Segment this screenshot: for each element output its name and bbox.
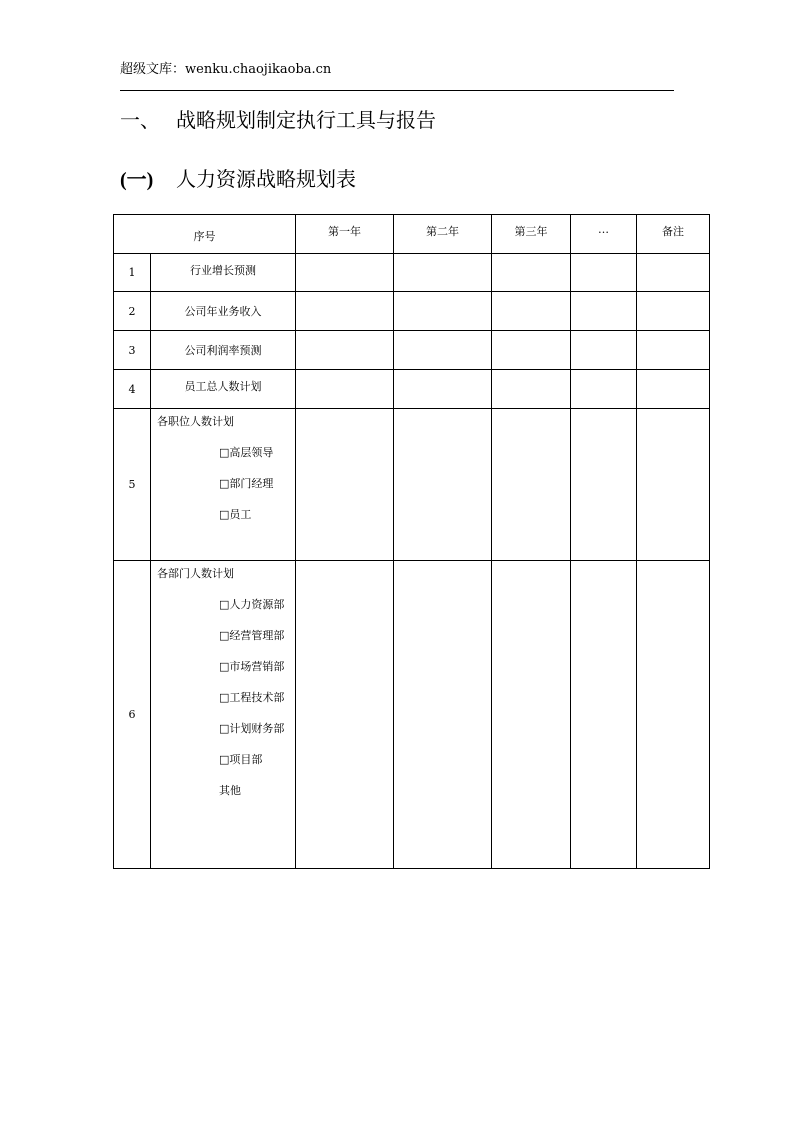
subitem: □工程技术部 [219,691,285,704]
column-header: 备注 [637,215,710,254]
row-item: 各职位人数计划 [157,415,234,428]
table-row [114,561,710,869]
row-number: 2 [114,292,151,331]
table-header-row [114,215,710,254]
subitem: □项目部 [219,753,263,766]
section-number: 一、 [120,108,160,132]
row-item: 公司利润率预测 [151,331,296,370]
subitem: □部门经理 [219,477,274,490]
table-row [114,292,710,331]
column-header: 第一年 [296,215,394,254]
row-number: 6 [114,561,151,869]
table-row [114,254,710,292]
row-number: 3 [114,331,151,370]
section-heading [120,104,436,133]
row-number: 1 [114,254,151,292]
row-item: 公司年业务收入 [151,292,296,331]
row-item: 行业增长预测 [151,254,296,292]
subitem: □经营管理部 [219,629,285,642]
row-item-list [151,409,296,561]
table-row [114,331,710,370]
row-item: 各部门人数计划 [157,567,234,580]
subitem: □市场营销部 [219,660,285,673]
header-rule [120,90,674,91]
subitem: □人力资源部 [219,598,285,611]
hr-plan-table [113,214,710,869]
column-header: … [571,215,637,254]
table-row [114,409,710,561]
subitem: 其他 [219,784,241,797]
column-header: 第二年 [394,215,492,254]
row-item-list [151,561,296,869]
subsection-title: 人力资源战略规划表 [176,167,356,191]
table-row [114,370,710,409]
subsection-number: (一) [120,169,154,191]
subitem: □计划财务部 [219,722,285,735]
section-title: 战略规划制定执行工具与报告 [176,108,436,132]
row-item: 员工总人数计划 [151,370,296,409]
subitem: □员工 [219,508,252,521]
row-number: 4 [114,370,151,409]
page-header: 超级文库：wenku.chaojikaoba.cn [120,62,332,77]
column-header: 第三年 [492,215,571,254]
row-number: 5 [114,409,151,561]
subsection-heading [120,163,356,192]
subitem: □高层领导 [219,446,274,459]
column-header: 序号 [114,215,296,254]
